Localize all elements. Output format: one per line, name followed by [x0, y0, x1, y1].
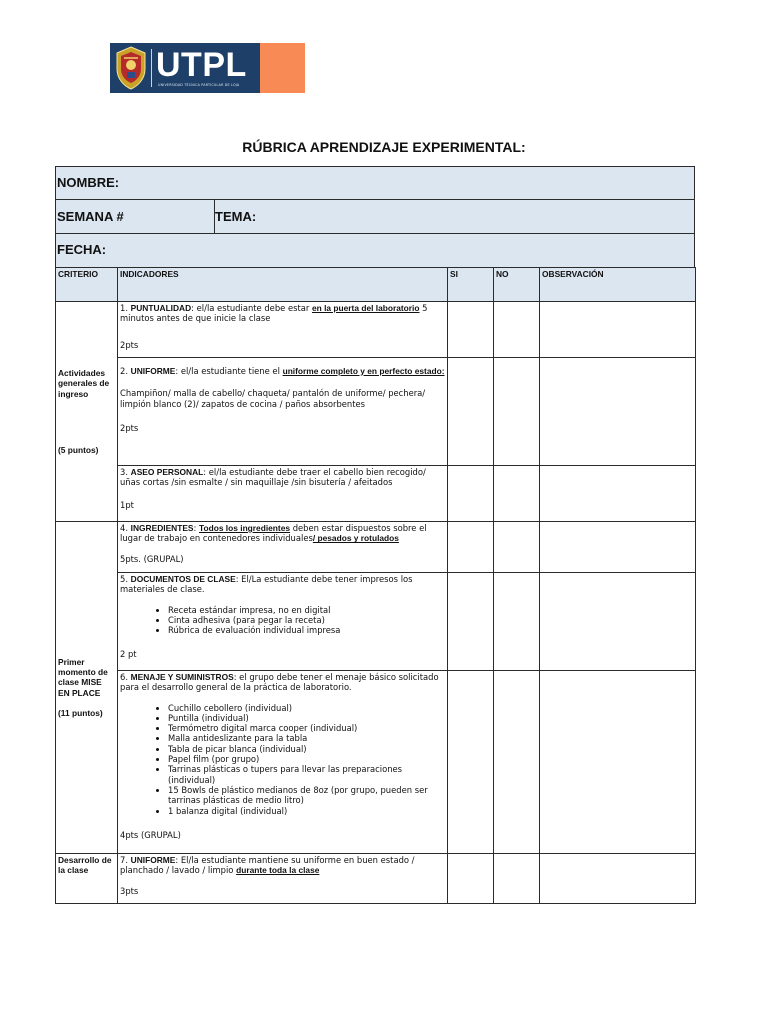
- indicator-number: 5.: [120, 574, 128, 584]
- nombre-row[interactable]: [55, 166, 695, 200]
- list-item: • Termómetro digital marca cooper (individual): [168, 723, 445, 733]
- observacion-cell[interactable]: [540, 358, 696, 466]
- menaje-list: [120, 703, 445, 816]
- indicator-detail: Champiñon/ malla de cabello/ chaqueta/ pantalón de uniforme/ pechera/ limpión blanco (2)/ zapatos de cocina / paños absorbentes: [120, 388, 426, 409]
- semana-tema-row: [55, 199, 695, 234]
- indicator-text: : el/la estudiante tiene el: [175, 366, 283, 376]
- indicator-number: 3.: [120, 467, 128, 477]
- col-indicadores: INDICADORES: [118, 268, 448, 302]
- indicator-underline: / pesados y rotulados: [312, 533, 399, 544]
- criterion-label: Primer momento de clase MISE EN PLACE: [58, 656, 108, 698]
- list-item: • Cuchillo cebollero (individual): [168, 703, 445, 713]
- col-si: SI: [448, 268, 494, 302]
- indicator-text: : El/La estudiante debe tener impresos los materiales de clase.: [120, 574, 413, 595]
- table-row: [56, 854, 696, 904]
- indicator-text: : el grupo debe tener el menaje básico solicitado para el desarrollo general de la práctica de laboratorio.: [120, 672, 439, 693]
- indicator-points: 3pts: [120, 885, 139, 896]
- indicator-number: 7.: [120, 855, 128, 865]
- indicator-title: PUNTUALIDAD: [130, 303, 192, 313]
- col-criterio: CRITERIO: [56, 268, 118, 302]
- indicator-points: 4pts (GRUPAL): [120, 829, 181, 840]
- indicator-underline: uniforme completo y en perfecto estado:: [282, 366, 445, 376]
- table-row: [56, 573, 696, 671]
- criterion-label: Desarrollo de la clase: [58, 855, 112, 876]
- semana-field[interactable]: [56, 200, 215, 233]
- indicator-title: MENAJE Y SUMINISTROS: [130, 672, 234, 682]
- table-row: [56, 671, 696, 854]
- indicator-title: UNIFORME: [130, 366, 176, 376]
- indicator-points: 2pts: [120, 339, 139, 350]
- list-item: • Puntilla (individual): [168, 713, 445, 723]
- indicator-ingredientes: [118, 522, 448, 573]
- table-row: [56, 466, 696, 522]
- indicator-text: :: [193, 523, 199, 533]
- indicator-text: : el/la estudiante debe traer el cabello bien recogido/ uñas cortas /sin esmalte / sin maquillaje /sin bisutería / afeitados: [120, 467, 426, 488]
- indicator-number: 1.: [120, 303, 128, 313]
- column-header-row: [56, 268, 696, 302]
- list-item: • Tarrinas plásticas o tupers para llevar las preparaciones (individual): [168, 764, 445, 785]
- observacion-cell[interactable]: [540, 302, 696, 358]
- list-item: • Receta estándar impresa, no en digital: [168, 605, 445, 615]
- criterion-points: (11 puntos): [58, 707, 103, 718]
- indicator-underline: Todos los ingredientes: [198, 523, 291, 533]
- tema-label: TEMA:: [215, 209, 257, 224]
- list-item: • Papel film (por grupo): [168, 754, 445, 764]
- table-row: [56, 302, 696, 358]
- logo-subtitle: UNIVERSIDAD TÉCNICA PARTICULAR DE LOJA: [158, 83, 240, 87]
- col-observacion: OBSERVACIÓN: [540, 268, 696, 302]
- logo-orange-block: [260, 43, 305, 93]
- semana-label: SEMANA #: [57, 209, 124, 224]
- list-item: • Cinta adhesiva (para pegar la receta): [168, 615, 445, 625]
- indicator-points: 2 pt: [120, 649, 137, 660]
- table-row: [56, 522, 696, 573]
- observacion-cell[interactable]: [540, 573, 696, 671]
- indicator-points: 2pts: [120, 422, 139, 433]
- tema-field[interactable]: [214, 200, 694, 233]
- indicator-puntualidad: [118, 302, 448, 358]
- rubric-table: [55, 267, 696, 904]
- no-cell[interactable]: [494, 302, 540, 358]
- indicator-text: : El/la estudiante mantiene su uniforme en buen estado / planchado / lavado / limpio: [120, 855, 415, 876]
- indicator-title: DOCUMENTOS DE CLASE: [130, 574, 236, 584]
- indicator-underline: durante toda la clase: [236, 865, 320, 876]
- no-cell[interactable]: [494, 466, 540, 522]
- si-cell[interactable]: [448, 358, 494, 466]
- criterion-points: (5 puntos): [58, 444, 99, 455]
- indicator-title: INGREDIENTES: [130, 523, 194, 533]
- indicator-text: : el/la estudiante debe estar: [191, 303, 312, 313]
- no-cell[interactable]: [494, 522, 540, 573]
- document-title: RÚBRICA APRENDIZAJE EXPERIMENTAL:: [242, 139, 526, 155]
- nombre-label: NOMBRE:: [57, 175, 120, 190]
- si-cell[interactable]: [448, 573, 494, 671]
- indicator-underline: en la puerta del laboratorio: [312, 303, 420, 313]
- list-item: • Tabla de picar blanca (individual): [168, 744, 445, 754]
- si-cell[interactable]: [448, 671, 494, 854]
- no-cell[interactable]: [494, 671, 540, 854]
- list-item: • Malla antideslizante para la tabla: [168, 733, 445, 743]
- indicator-points: 5pts. (GRUPAL): [120, 553, 184, 564]
- criterion-mise-en-place: [56, 522, 118, 854]
- university-seal-icon: [114, 45, 148, 91]
- indicator-number: 2.: [120, 366, 128, 376]
- utpl-logo: [110, 43, 305, 93]
- indicator-number: 4.: [120, 523, 128, 533]
- list-item: • 15 Bowls de plástico medianos de 8oz (por grupo, pueden ser tarrinas plásticas de medio litro): [168, 785, 445, 806]
- indicator-uniforme: [118, 358, 448, 466]
- observacion-cell[interactable]: [540, 466, 696, 522]
- logo-divider: [151, 49, 152, 87]
- criterion-ingreso: [56, 302, 118, 522]
- si-cell[interactable]: [448, 522, 494, 573]
- indicator-text: 5 minutos antes de que inicie la clase: [120, 303, 428, 324]
- indicator-points: 1pt: [120, 499, 134, 510]
- criterion-label: Actividades generales de ingreso: [58, 367, 110, 399]
- no-cell[interactable]: [494, 854, 540, 904]
- si-cell[interactable]: [448, 302, 494, 358]
- si-cell[interactable]: [448, 854, 494, 904]
- table-row: [56, 358, 696, 466]
- indicator-uniforme-clase: [118, 854, 448, 904]
- list-item: • 1 balanza digital (individual): [168, 806, 445, 816]
- observacion-cell[interactable]: [540, 522, 696, 573]
- observacion-cell[interactable]: [540, 671, 696, 854]
- indicator-documentos: [118, 573, 448, 671]
- fecha-label: FECHA:: [57, 242, 107, 257]
- col-no: NO: [494, 268, 540, 302]
- indicator-number: 6.: [120, 672, 128, 682]
- indicator-aseo: [118, 466, 448, 522]
- observacion-cell[interactable]: [540, 854, 696, 904]
- fecha-row[interactable]: [55, 233, 695, 268]
- indicator-menaje: [118, 671, 448, 854]
- no-cell[interactable]: [494, 573, 540, 671]
- indicator-title: ASEO PERSONAL: [130, 467, 204, 477]
- indicator-title: UNIFORME: [130, 855, 176, 865]
- logo-text: UTPL: [156, 46, 247, 84]
- documentos-list: [120, 605, 445, 636]
- criterion-desarrollo: [56, 854, 118, 904]
- indicator-text: deben estar dispuestos sobre el lugar de trabajo en contenedores individuales: [120, 523, 427, 544]
- si-cell[interactable]: [448, 466, 494, 522]
- no-cell[interactable]: [494, 358, 540, 466]
- list-item: • Rúbrica de evaluación individual impresa: [168, 625, 445, 635]
